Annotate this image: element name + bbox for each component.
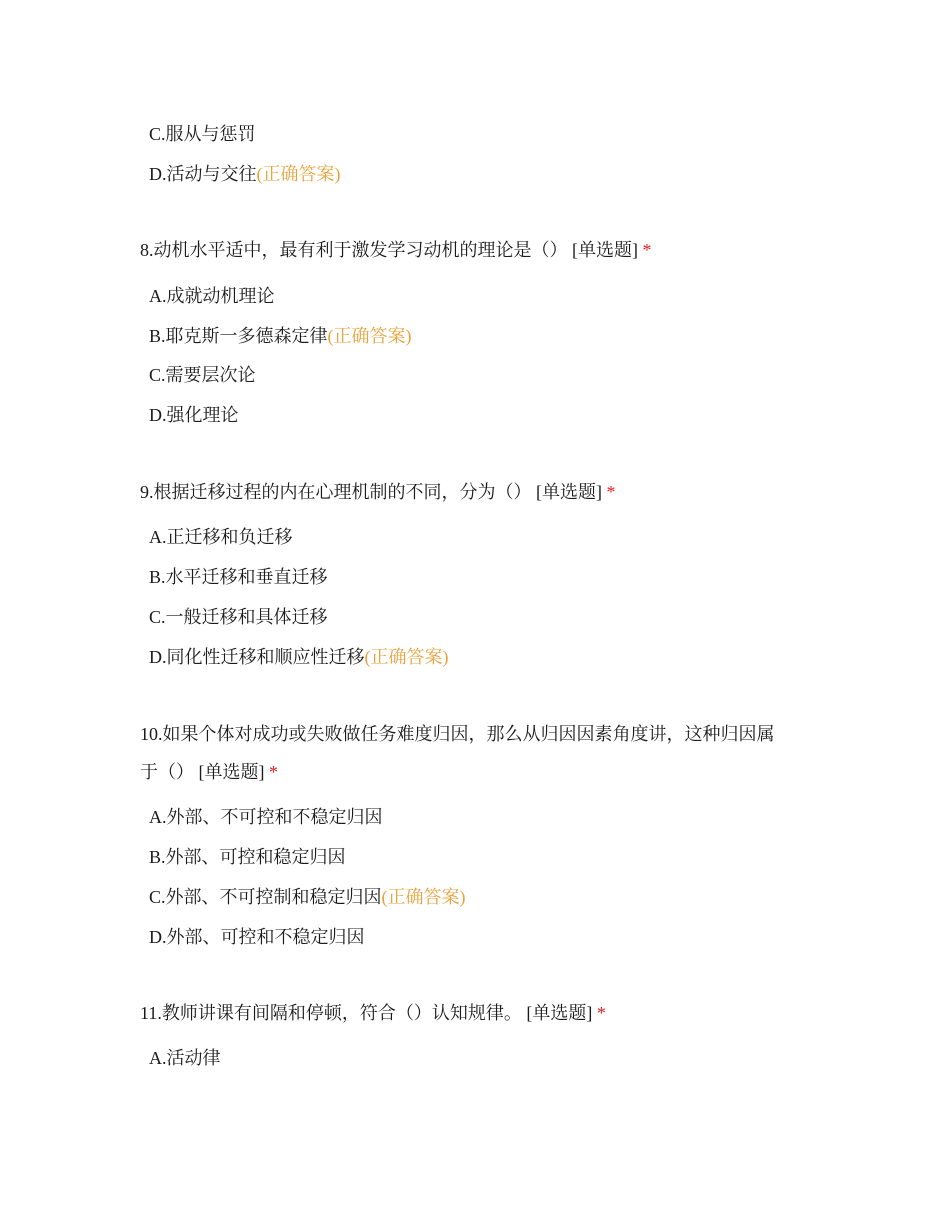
option-text: 需要层次论 [165, 365, 256, 385]
option-key: D. [149, 927, 167, 947]
correct-answer-tag: (正确答案) [381, 887, 466, 907]
option-text: 同化性迁移和顺应性迁移 [166, 647, 365, 667]
option-text: 成就动机理论 [166, 286, 275, 306]
option-c [149, 886, 466, 908]
option-text: 外部、不可控和不稳定归因 [166, 807, 383, 827]
option-key: D. [149, 405, 167, 425]
question-11-title [140, 1002, 606, 1024]
required-mark: * [596, 1003, 606, 1023]
question-type: [单选题] [536, 482, 602, 502]
option-b [149, 325, 412, 347]
question-text: 教师讲课有间隔和停顿，符合（）认知规律。 [161, 1003, 522, 1023]
option-key: A. [149, 527, 167, 547]
option-key: C. [149, 887, 166, 907]
option-key: A. [149, 1048, 167, 1068]
required-mark: * [642, 240, 652, 260]
option-text: 活动与交往 [166, 164, 257, 184]
option-text: 强化理论 [166, 405, 239, 425]
option-text: 正迁移和负迁移 [166, 527, 293, 547]
question-number: 10. [140, 724, 163, 744]
option-key: D. [149, 647, 167, 667]
correct-answer-tag: (正确答案) [364, 647, 449, 667]
option-key: B. [149, 567, 166, 587]
option-a [149, 1047, 221, 1069]
option-a [149, 806, 383, 828]
option-text: 外部、不可控制和稳定归因 [165, 887, 382, 907]
option-text: 一般迁移和具体迁移 [165, 607, 328, 627]
question-type: [单选题] [526, 1003, 593, 1023]
option-text: 活动律 [166, 1048, 221, 1068]
correct-answer-tag: (正确答案) [327, 326, 412, 346]
option-key: B. [149, 326, 166, 346]
option-c [149, 606, 328, 628]
option-a [149, 285, 275, 307]
option-text: 外部、可控和不稳定归因 [166, 927, 365, 947]
option-key: A. [149, 807, 167, 827]
question-8-title [140, 239, 652, 261]
question-text: 根据迁移过程的内在心理机制的不同，分为（） [153, 482, 532, 502]
question-number: 11. [140, 1003, 162, 1023]
question-10-title-line2 [140, 761, 278, 783]
question-number: 8. [140, 240, 154, 260]
option-key: A. [149, 286, 167, 306]
option-key: D. [149, 164, 167, 184]
option-d [149, 163, 341, 185]
option-a [149, 526, 293, 548]
question-type: [单选题] [198, 762, 265, 782]
option-text: 外部、可控和稳定归因 [165, 847, 346, 867]
option-text: 耶克斯一多德森定律 [165, 326, 328, 346]
option-b [149, 566, 328, 588]
option-c [149, 123, 256, 145]
question-number: 9. [140, 482, 154, 502]
question-text: 于（） [140, 762, 194, 782]
correct-answer-tag: (正确答案) [256, 164, 341, 184]
required-mark: * [606, 482, 616, 502]
option-text: 服从与惩罚 [165, 124, 256, 144]
option-d [149, 404, 239, 426]
option-key: C. [149, 124, 166, 144]
question-text: 动机水平适中，最有利于激发学习动机的理论是（） [153, 240, 568, 260]
question-text: 如果个体对成功或失败做任务难度归因，那么从归因因素角度讲，这种归因属 [162, 724, 775, 744]
option-d [149, 646, 449, 668]
option-d [149, 926, 365, 948]
option-b [149, 846, 346, 868]
question-10-title-line1 [140, 723, 775, 745]
option-key: C. [149, 365, 166, 385]
question-type: [单选题] [572, 240, 638, 260]
option-text: 水平迁移和垂直迁移 [165, 567, 328, 587]
required-mark: * [269, 762, 278, 782]
question-9-title [140, 481, 616, 503]
option-key: B. [149, 847, 166, 867]
option-c [149, 364, 256, 386]
option-key: C. [149, 607, 166, 627]
